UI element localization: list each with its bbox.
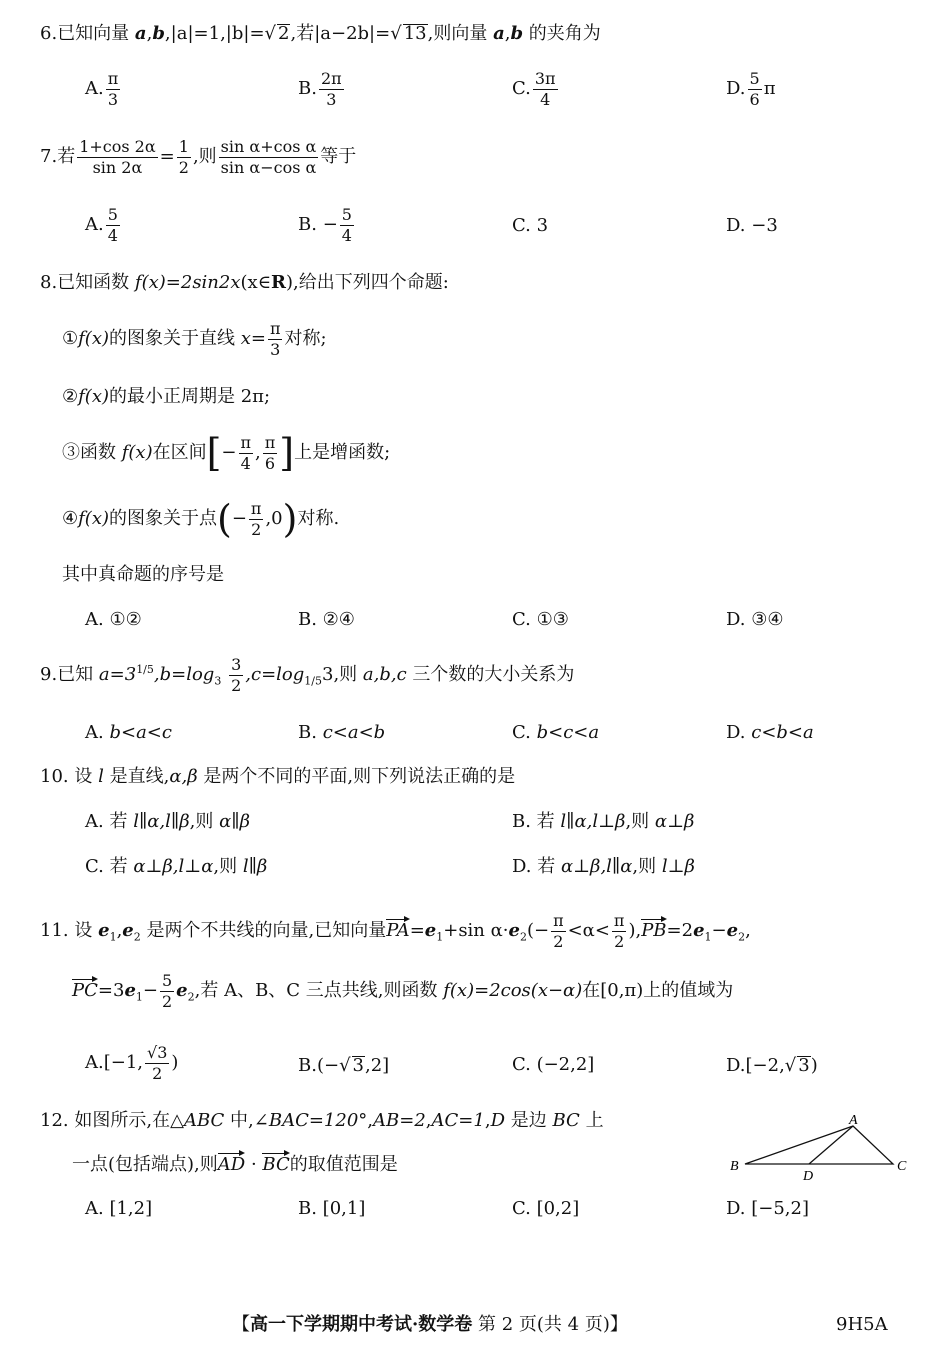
label: C. xyxy=(512,722,531,743)
denominator: 2 xyxy=(231,675,242,695)
label-b: B xyxy=(730,1159,739,1174)
comma: , xyxy=(255,442,261,464)
comma: , xyxy=(425,1110,432,1131)
sqrt-13: 13 xyxy=(403,23,427,44)
comma: , xyxy=(116,920,123,942)
numerator: π xyxy=(613,911,625,930)
q6-number: 6. xyxy=(40,23,58,44)
q9-number: 9. xyxy=(40,664,58,686)
text: ,则 xyxy=(632,856,657,877)
numerator: √3 xyxy=(147,1043,168,1062)
range-open: (− xyxy=(526,920,550,942)
label: A. xyxy=(85,214,104,236)
label: A. xyxy=(85,722,104,743)
vector-bc: BC xyxy=(262,1154,290,1175)
text: (x∈ xyxy=(240,272,272,293)
footer-title: 高一下学期期中考试·数学卷 xyxy=(250,1314,473,1335)
q8-option-d: D. ③④ xyxy=(726,609,784,630)
value: b<c<a xyxy=(536,722,600,743)
q10-option-d xyxy=(512,858,695,876)
comma: , xyxy=(745,920,751,942)
planes: α,β xyxy=(169,766,198,787)
result: α∥β xyxy=(219,811,250,832)
text: 的最小正周期是 2π; xyxy=(109,386,271,407)
subscript: 2 xyxy=(519,930,527,944)
sqrt-2: 2 xyxy=(278,23,290,44)
numerator: 3π xyxy=(534,69,556,88)
footer-code: 9H5A xyxy=(836,1314,888,1335)
fraction-1 xyxy=(551,912,566,950)
q10-number: 10. xyxy=(40,766,69,787)
bracket-left: 【 xyxy=(232,1314,250,1335)
e1: e xyxy=(424,920,437,942)
text: 上 xyxy=(585,1110,604,1131)
denominator: 2 xyxy=(161,991,173,1011)
left: [−2, xyxy=(745,1055,785,1076)
fraction-3 xyxy=(219,138,319,176)
subscript: 1 xyxy=(704,930,712,944)
left: (− xyxy=(316,1055,340,1076)
denominator: 2 xyxy=(553,931,564,951)
sqrt-3: 3 xyxy=(798,1055,810,1076)
q6-option-c xyxy=(512,70,560,108)
abc: a,b,c xyxy=(362,664,407,686)
fx: f(x) xyxy=(78,508,109,530)
minus: − xyxy=(142,980,158,1002)
q11-number: 11. xyxy=(40,920,69,942)
bracket-right: ] xyxy=(279,430,295,475)
label: A. xyxy=(85,1052,104,1074)
vector-pb: PB xyxy=(641,920,667,942)
label: B. xyxy=(298,78,317,100)
numerator: π xyxy=(240,433,252,452)
equals: =2 xyxy=(666,920,694,942)
numerator: 5 xyxy=(161,971,173,990)
q11-stem-line-2 xyxy=(72,972,733,1010)
q9-option-b xyxy=(298,724,385,742)
sqrt-3: 3 xyxy=(352,1055,364,1076)
text: 是边 xyxy=(510,1110,547,1131)
log-base: 3 xyxy=(214,674,222,688)
function: f(x)=2cos(x−α) xyxy=(443,980,583,1002)
inequality: <α< xyxy=(567,920,610,942)
q8-prop-3 xyxy=(62,430,391,475)
b-def: ,b=log xyxy=(153,664,215,686)
numerator: 1 xyxy=(178,137,189,156)
numerator: 5 xyxy=(107,205,118,224)
q7-option-a xyxy=(85,206,122,244)
text: ,则 xyxy=(333,664,358,686)
vector-b: b xyxy=(152,23,165,44)
numerator: 5 xyxy=(341,205,352,224)
dot: · xyxy=(250,1154,257,1175)
exponent: 1/5 xyxy=(136,663,154,677)
denominator: 3 xyxy=(326,89,337,109)
ac-length: AC=1 xyxy=(431,1110,485,1131)
e1: e xyxy=(693,920,705,942)
label: D. xyxy=(726,1055,746,1076)
zero: ,0 xyxy=(265,508,283,530)
denominator: 6 xyxy=(264,453,276,473)
denominator: sin α−cos α xyxy=(220,157,317,177)
e1: e xyxy=(98,920,110,942)
fraction xyxy=(145,1044,169,1082)
fraction xyxy=(748,70,762,108)
text: 等于 xyxy=(320,146,357,168)
text: 若 xyxy=(57,146,76,168)
text: 的图象关于直线 xyxy=(109,328,235,350)
fraction-2 xyxy=(263,434,278,472)
x-eq: x= xyxy=(240,328,266,350)
label-a: A xyxy=(849,1113,858,1128)
vector-pc: PC xyxy=(72,980,98,1002)
value: b<a<c xyxy=(109,722,172,743)
fx: f(x) xyxy=(121,442,153,464)
q8-prop-4 xyxy=(62,496,340,541)
side-bc: BC xyxy=(552,1110,580,1131)
bracket-left: [ xyxy=(206,430,222,475)
marker: ④ xyxy=(62,508,79,530)
q9-option-d xyxy=(726,724,814,742)
q11-option-a xyxy=(85,1044,178,1082)
q6-stem: 6.已知向量 a,b,|a|=1,|b|=√ 2,若|a−2b|=√ 13,则向量 a,b 的夹角为 xyxy=(40,23,601,44)
q12-stem-line-1 xyxy=(40,1112,604,1130)
text: 如图所示,在 xyxy=(74,1110,171,1131)
q12-option-a: A. [1,2] xyxy=(85,1198,153,1219)
fx: f(x) xyxy=(78,328,109,350)
text: 在区间 xyxy=(152,442,207,464)
subscript: 2 xyxy=(738,930,746,944)
text: 中, xyxy=(230,1110,254,1131)
text: ,若 A、B、C 三点共线,则函数 xyxy=(194,980,438,1002)
denominator: 3 xyxy=(270,339,281,359)
fraction xyxy=(106,70,121,108)
angle: ∠BAC=120° xyxy=(253,1110,368,1131)
e1: e xyxy=(124,980,136,1002)
label: D. xyxy=(726,722,746,743)
q11-option-b: B.(−√ 3,2] xyxy=(298,1055,390,1076)
denominator: sin 2α xyxy=(92,157,143,177)
denominator: 6 xyxy=(749,89,760,109)
log-base: 1/5 xyxy=(304,674,322,688)
condition: α⊥β,l∥α xyxy=(560,856,633,877)
condition: l∥α,l⊥β xyxy=(560,811,626,832)
q10-option-c xyxy=(85,858,267,876)
q12-option-b: B. [0,1] xyxy=(298,1198,366,1219)
denominator: 4 xyxy=(540,89,551,109)
label-c: C xyxy=(897,1159,907,1174)
q9-option-a xyxy=(85,724,172,742)
bracket-right: 】 xyxy=(609,1314,628,1335)
q8-which: 其中真命题的序号是 xyxy=(62,564,224,585)
text: ,则向量 xyxy=(427,23,488,44)
label: B. 若 xyxy=(512,811,555,832)
text: 设 xyxy=(74,766,93,787)
text: 对称; xyxy=(284,328,327,350)
label: A. xyxy=(85,78,104,100)
q6-option-a xyxy=(85,70,122,108)
label: C. 若 xyxy=(85,856,128,877)
vector-ad: AD xyxy=(217,1154,246,1175)
segment-ad xyxy=(809,1126,853,1164)
condition: α⊥β,l⊥α xyxy=(133,856,214,877)
c-arg: 3 xyxy=(321,664,334,686)
text: 设 xyxy=(74,920,93,942)
fraction-2 xyxy=(612,912,627,950)
denominator: 4 xyxy=(107,225,118,245)
numerator: 5 xyxy=(749,69,760,88)
text: 是直线, xyxy=(109,766,170,787)
comma: , xyxy=(367,1110,374,1131)
fraction xyxy=(106,206,120,244)
fraction xyxy=(340,206,354,244)
text: 一点(包括端点),则 xyxy=(72,1154,218,1175)
subscript: 1 xyxy=(436,930,444,944)
text: 已知 xyxy=(57,664,94,686)
right: ) xyxy=(810,1055,818,1076)
fraction-1 xyxy=(239,434,254,472)
e2: e xyxy=(122,920,134,942)
fraction xyxy=(160,972,174,1010)
text: 是两个不同的平面,则下列说法正确的是 xyxy=(203,766,516,787)
right: ) xyxy=(171,1052,179,1074)
value: c<b<a xyxy=(751,722,814,743)
triangle-abc xyxy=(745,1126,893,1164)
text: 的夹角为 xyxy=(528,23,601,44)
fraction xyxy=(249,500,264,538)
text: 的图象关于点 xyxy=(109,508,217,530)
minus: − xyxy=(221,442,237,464)
ab-length: AB=2 xyxy=(373,1110,426,1131)
marker: ② xyxy=(62,386,79,407)
q7-option-b xyxy=(298,206,356,244)
label: B. xyxy=(298,214,317,236)
denominator: 2 xyxy=(614,931,625,951)
abs-a-minus-2b: |a−2b|= xyxy=(314,23,391,44)
fraction xyxy=(268,320,283,358)
vectors-ab: a xyxy=(493,23,505,44)
function: f(x)=2sin2x xyxy=(134,272,241,293)
q9-option-c xyxy=(512,724,599,742)
q8-option-a: A. ①② xyxy=(85,609,142,630)
text: 对称. xyxy=(297,508,340,530)
text: 已知函数 xyxy=(57,272,130,293)
e2: e xyxy=(176,980,188,1002)
pi: π xyxy=(763,78,776,100)
e2: e xyxy=(508,920,520,942)
text: 三个数的大小关系为 xyxy=(412,664,575,686)
real-set: R xyxy=(271,272,286,293)
q8-stem xyxy=(40,274,449,292)
denominator: 2 xyxy=(251,519,262,539)
result: α⊥β xyxy=(654,811,695,832)
text: 上是增函数; xyxy=(294,442,391,464)
label: C. xyxy=(512,78,531,100)
label-d: D xyxy=(803,1169,814,1184)
q8-prop-1 xyxy=(62,320,327,358)
equals: =3 xyxy=(97,980,125,1002)
fraction xyxy=(319,70,344,108)
numerator: sin α+cos α xyxy=(220,137,317,156)
q7-option-c: C. 3 xyxy=(512,215,549,236)
abs-b: |b|= xyxy=(225,23,265,44)
q8-option-c: C. ①③ xyxy=(512,609,569,630)
text: ,则 xyxy=(213,856,238,877)
label: B. xyxy=(298,1055,317,1076)
text: 已知向量 xyxy=(57,23,130,44)
right: ,2] xyxy=(365,1055,390,1076)
q7-stem xyxy=(40,138,356,176)
q11-stem-line-1 xyxy=(40,912,751,950)
minus: − xyxy=(231,508,247,530)
q11-option-c: C. (−2,2] xyxy=(512,1054,595,1075)
label: B. xyxy=(298,722,317,743)
numerator: π xyxy=(107,69,119,88)
q9-stem xyxy=(40,656,574,694)
denominator: 2 xyxy=(178,157,189,177)
subscript: 2 xyxy=(133,930,141,944)
q6-option-b xyxy=(298,70,346,108)
triangle: △ABC xyxy=(170,1110,225,1131)
result: l∥β xyxy=(242,856,268,877)
q10-option-b xyxy=(512,813,694,831)
subscript: 2 xyxy=(187,990,195,1004)
text: 的取值范围是 xyxy=(289,1154,398,1175)
footer-page: 第 2 页(共 4 页) xyxy=(478,1314,610,1335)
numerator: 1+cos 2α xyxy=(79,137,156,156)
denominator: 4 xyxy=(341,225,352,245)
minus: − xyxy=(322,214,338,236)
a-def: a=3 xyxy=(98,664,137,686)
label: D. xyxy=(726,78,746,100)
q10-stem xyxy=(40,768,515,786)
text: , xyxy=(164,23,171,44)
text: ,则 xyxy=(189,811,214,832)
q8-option-b: B. ②④ xyxy=(298,609,355,630)
abs-a: |a|=1 xyxy=(170,23,221,44)
fraction xyxy=(229,656,243,694)
text: ),给出下列四个命题: xyxy=(285,272,449,293)
point-d: D xyxy=(490,1110,506,1131)
numerator: π xyxy=(269,319,281,338)
subscript: 1 xyxy=(135,990,143,1004)
text: ,则 xyxy=(625,811,650,832)
denominator: 2 xyxy=(152,1063,163,1083)
equals: = xyxy=(159,146,175,168)
text: , xyxy=(146,23,153,44)
numerator: 2π xyxy=(320,69,342,88)
value: c<a<b xyxy=(322,722,386,743)
denominator: 3 xyxy=(107,89,119,109)
vector-b-2: b xyxy=(510,23,524,44)
q7-option-d: D. −3 xyxy=(726,215,778,236)
vector-pa: PA xyxy=(386,920,410,942)
q6-option-d xyxy=(726,70,776,108)
q10-option-a xyxy=(85,813,250,831)
comma: , xyxy=(484,1110,491,1131)
vector-a: a xyxy=(134,23,147,44)
q12-number: 12. xyxy=(40,1110,69,1131)
line-l: l xyxy=(98,766,104,787)
q8-number: 8. xyxy=(40,272,58,293)
q12-option-d: D. [−5,2] xyxy=(726,1198,809,1219)
marker: ① xyxy=(62,328,79,350)
q7-number: 7. xyxy=(40,146,58,168)
q12-option-c: C. [0,2] xyxy=(512,1198,580,1219)
range-close: ), xyxy=(628,920,642,942)
text: ,若 xyxy=(290,23,315,44)
numerator: π xyxy=(264,433,276,452)
label: D. 若 xyxy=(512,856,556,877)
fx: f(x) xyxy=(78,386,109,407)
numerator: π xyxy=(250,499,262,518)
text: 是两个不共线的向量,已知向量 xyxy=(146,920,387,942)
fraction-2 xyxy=(177,138,191,176)
equals: = xyxy=(409,920,425,942)
text: 在[0,π)上的值域为 xyxy=(582,980,734,1002)
triangle-figure xyxy=(725,1108,915,1188)
numerator: π xyxy=(553,911,564,930)
q11-option-d: D.[−2,√ 3) xyxy=(726,1055,818,1076)
paren-right: ) xyxy=(282,496,298,541)
label: A. 若 xyxy=(85,811,128,832)
minus: − xyxy=(711,920,727,942)
condition: l∥α,l∥β xyxy=(133,811,190,832)
result: l⊥β xyxy=(661,856,695,877)
numerator: 3 xyxy=(231,655,242,674)
denominator: 4 xyxy=(240,453,251,473)
q8-prop-2 xyxy=(62,388,270,406)
c-def: ,c=log xyxy=(245,664,305,686)
left: [−1, xyxy=(103,1052,144,1074)
text: ③函数 xyxy=(62,442,116,464)
q12-stem-line-2 xyxy=(72,1156,398,1174)
footer xyxy=(232,1316,628,1334)
plus-sin: +sin α· xyxy=(443,920,509,942)
subscript: 1 xyxy=(109,930,117,944)
fraction xyxy=(533,70,558,108)
paren-left: ( xyxy=(217,496,232,541)
fraction-1 xyxy=(77,138,157,176)
e2: e xyxy=(726,920,739,942)
text: ,则 xyxy=(192,146,217,168)
